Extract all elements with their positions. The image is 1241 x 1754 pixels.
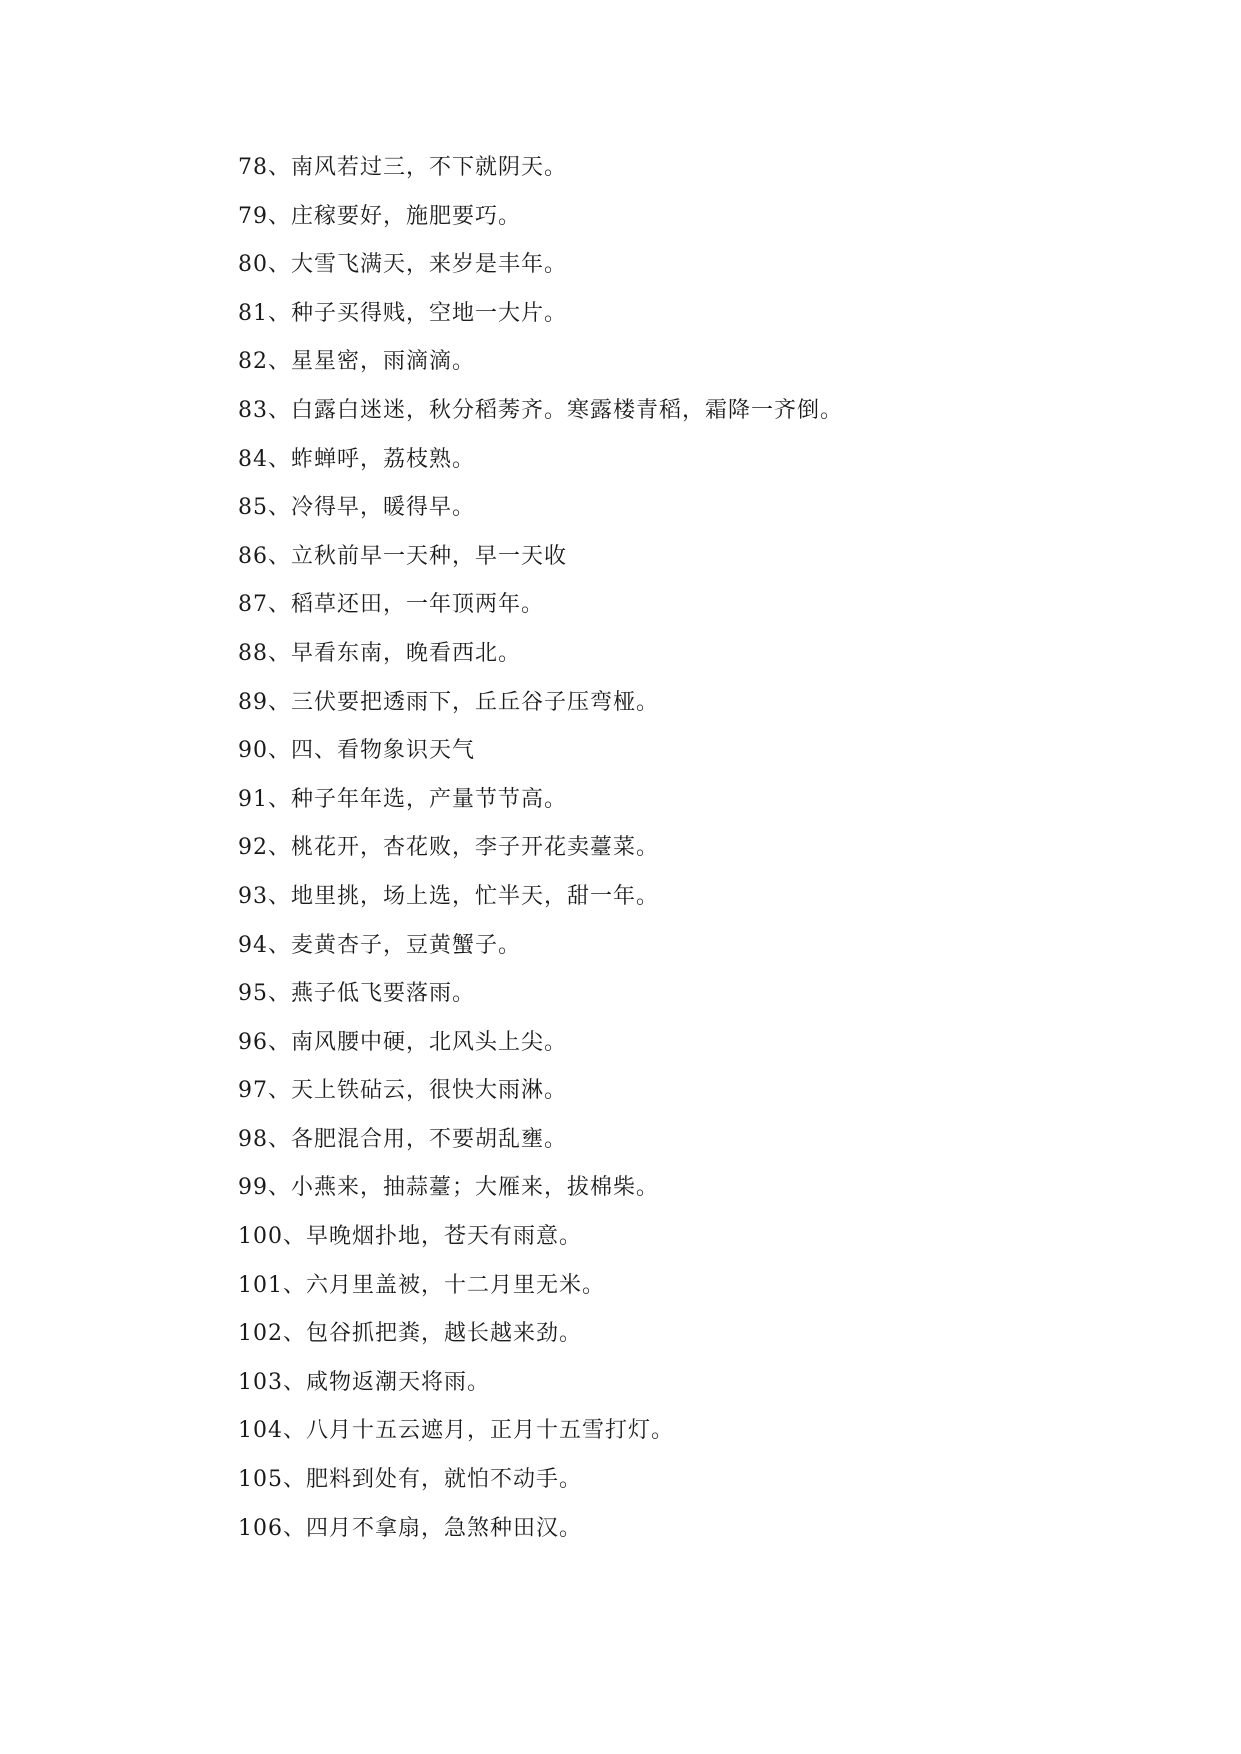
list-item: 90、四、看物象识天气 bbox=[238, 738, 475, 764]
list-item: 86、立秋前早一天种，早一天收 bbox=[238, 543, 567, 569]
list-item: 82、星星密，雨滴滴。 bbox=[238, 349, 475, 375]
list-item: 93、地里挑，场上选，忙半天，甜一年。 bbox=[238, 883, 659, 909]
list-item: 101、六月里盖被，十二月里无米。 bbox=[238, 1272, 605, 1298]
list-item: 97、天上铁砧云，很快大雨淋。 bbox=[238, 1078, 567, 1104]
list-item: 94、麦黄杏子，豆黄蟹子。 bbox=[238, 932, 521, 958]
list-item: 80、大雪飞满天，来岁是丰年。 bbox=[238, 252, 567, 278]
list-item: 84、蚱蝉呼，荔枝熟。 bbox=[238, 446, 475, 472]
list-item: 104、八月十五云遮月，正月十五雪打灯。 bbox=[238, 1418, 674, 1444]
list-item: 102、包谷抓把粪，越长越来劲。 bbox=[238, 1321, 582, 1347]
list-item: 78、南风若过三，不下就阴天。 bbox=[238, 155, 567, 180]
list-item: 105、肥料到处有，就怕不动手。 bbox=[238, 1467, 582, 1493]
list-item: 100、早晚烟扑地，苍天有雨意。 bbox=[238, 1224, 582, 1250]
list-item: 85、冷得早，暖得早。 bbox=[238, 495, 475, 521]
list-item: 89、三伏要把透雨下，丘丘谷子压弯桠。 bbox=[238, 689, 659, 715]
proverb-list bbox=[238, 156, 843, 1565]
list-item: 83、白露白迷迷，秋分稻莠齐。寒露楼青稻，霜降一齐倒。 bbox=[238, 397, 843, 423]
list-item: 96、南风腰中硬，北风头上尖。 bbox=[238, 1029, 567, 1055]
list-item: 99、小燕来，抽蒜薹；大雁来，拔棉柴。 bbox=[238, 1175, 659, 1201]
list-item: 87、稻草还田，一年顶两年。 bbox=[238, 592, 544, 618]
list-item: 91、种子年年选，产量节节高。 bbox=[238, 786, 567, 812]
list-item: 98、各肥混合用，不要胡乱壅。 bbox=[238, 1126, 567, 1152]
list-item: 106、四月不拿扇，急煞种田汉。 bbox=[238, 1515, 582, 1541]
list-item: 88、早看东南，晚看西北。 bbox=[238, 640, 521, 666]
list-item: 103、咸物返潮天将雨。 bbox=[238, 1369, 490, 1395]
list-item: 81、种子买得贱，空地一大片。 bbox=[238, 300, 567, 326]
list-item: 92、桃花开，杏花败，李子开花卖薹菜。 bbox=[238, 835, 659, 861]
list-item: 95、燕子低飞要落雨。 bbox=[238, 981, 475, 1007]
list-item: 79、庄稼要好，施肥要巧。 bbox=[238, 203, 521, 229]
